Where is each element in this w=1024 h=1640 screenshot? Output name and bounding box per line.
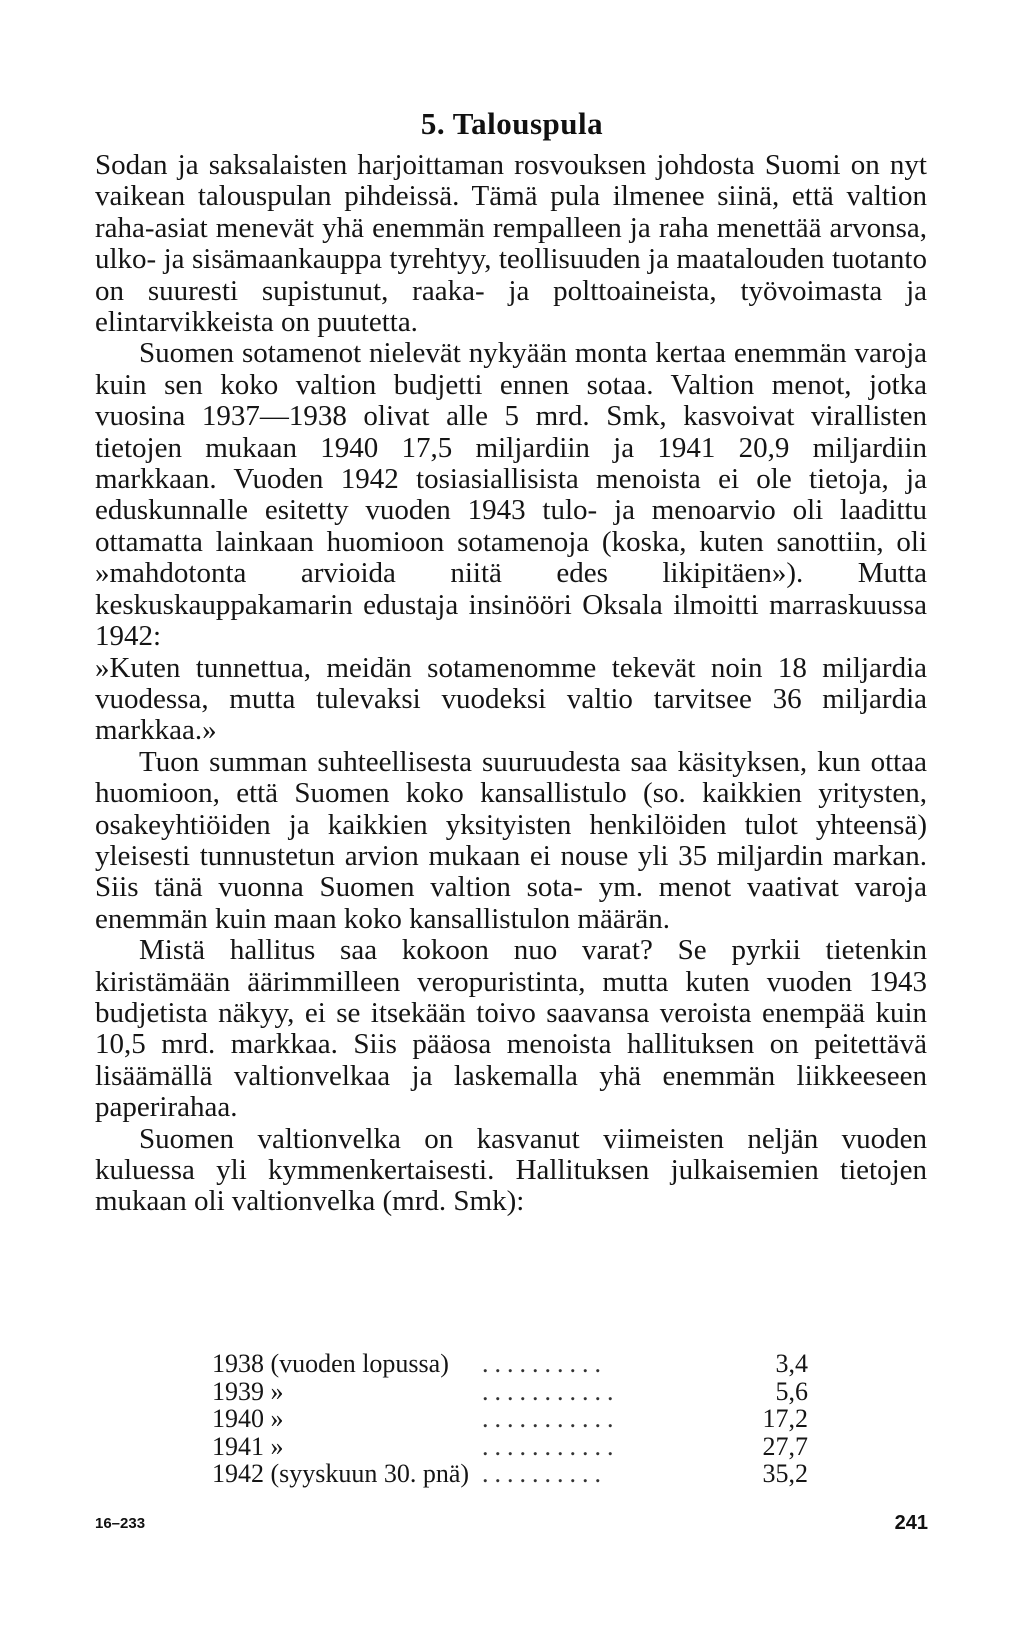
- section-heading: 5. Talouspula: [420, 106, 604, 141]
- debt-year-label: 1942 (syyskuun 30. pnä): [212, 1459, 470, 1489]
- debt-value: 5,6: [775, 1376, 808, 1406]
- quote-paragraph: »Kuten tunnettua, meidän sotamenomme tekevät noin 18 miljardia vuodessa, mutta tulevaksi vuodeksi valtio tarvitsee 36 miljardia markkaa.»: [95, 651, 927, 747]
- table-row: [212, 1433, 808, 1461]
- debt-year-label: 1940 »: [212, 1404, 284, 1434]
- leader-dots: ...........: [482, 1377, 620, 1406]
- debt-year-label: 1941 »: [212, 1431, 284, 1461]
- leader-dots: ..........: [482, 1350, 607, 1378]
- paragraph-1: Sodan ja saksalaisten harjoittaman rosvouksen johdosta Suomi on nyt vaikean talouspulan pihdeissä. Tämä pula ilmenee siinä, että valtion raha-asiat menevät yhä enemmän rempalleen ja raha menettää arvonsa, ulko- ja sisämaankauppa tyrehtyy, teollisuuden ja maatalouden tuotanto on suuresti supistunut, raaka- ja polttoaineista, työvoimasta ja elintarvikkeista on puutetta.: [95, 149, 927, 339]
- leader-dots: ...........: [482, 1405, 620, 1433]
- printer-signature-mark: 16–233: [95, 1515, 146, 1532]
- paragraph-5: Suomen valtionvelka on kasvanut viimeisten neljän vuoden kuluessa yli kymmenkertaisesti. Hallituksen julkaisemien tietojen mukaan oli valtionvelka (mrd. Smk):: [95, 1122, 927, 1218]
- body-text: [95, 150, 927, 1218]
- debt-value: 35,2: [762, 1459, 808, 1489]
- table-row: [212, 1460, 808, 1488]
- debt-value: 27,7: [762, 1431, 808, 1461]
- state-debt-table: [212, 1350, 808, 1488]
- paragraph-3: Tuon summan suhteellisesta suuruudesta saa käsityksen, kun ottaa huomioon, että Suomen koko kansallistulo (so. kaikkien yritysten, osakeyhtiöiden ja kaikkien yksityisten henkilöiden tulot yhteensä) yleisesti tunnustetun arvion mukaan ei nouse yli 35 miljardin markan. Siis tänä vuonna Suomen valtion sota- ym. menot vaativat varoja enemmän kuin maan koko kansallistulon määrän.: [95, 745, 927, 935]
- paragraph-4: Mistä hallitus saa kokoon nuo varat? Se pyrkii tietenkin kiristämään äärimmilleen veropuristinta, mutta kuten vuoden 1943 budjetista näkyy, ei se itsekään toivo saavansa veroista enempää kuin 10,5 mrd. markkaa. Siis pääosa menoista hallituksen on peitettävä lisäämällä valtionvelkaa ja laskemalla yhä enemmän liikkeeseen paperirahaa.: [95, 934, 927, 1124]
- debt-value: 3,4: [775, 1349, 808, 1378]
- debt-value: 17,2: [762, 1404, 808, 1434]
- table-row: [212, 1350, 808, 1378]
- page-number: 241: [894, 1512, 928, 1534]
- debt-year-label: 1938 (vuoden lopussa): [212, 1349, 449, 1378]
- leader-dots: ..........: [482, 1460, 607, 1488]
- leader-dots: ...........: [482, 1432, 620, 1461]
- debt-year-label: 1939 »: [212, 1376, 284, 1406]
- paragraph-2: Suomen sotamenot nielevät nykyään monta kertaa enemmän varoja kuin sen koko valtion budjetti ennen sotaa. Valtion menot, jotka vuosina 1937—1938 olivat alle 5 mrd. Smk, kasvoivat virallisten tietojen mukaan 1940 17,5 miljardiin ja 1941 20,9 miljardiin markkaan. Vuoden 1942 tosiasiallisista menoista ei ole tietoja, ja eduskunnalle esitetty vuoden 1943 tulo- ja menoarvio oli laadittu ottamatta lainkaan huomioon sotamenoja (koska, kuten sanottiin, oli »mahdotonta arvioida niitä edes likipitäen»). Mutta keskuskauppakamarin edustaja insinööri Oksala ilmoitti marraskuussa 1942:: [95, 337, 927, 653]
- table-row: [212, 1378, 808, 1406]
- table-row: [212, 1405, 808, 1433]
